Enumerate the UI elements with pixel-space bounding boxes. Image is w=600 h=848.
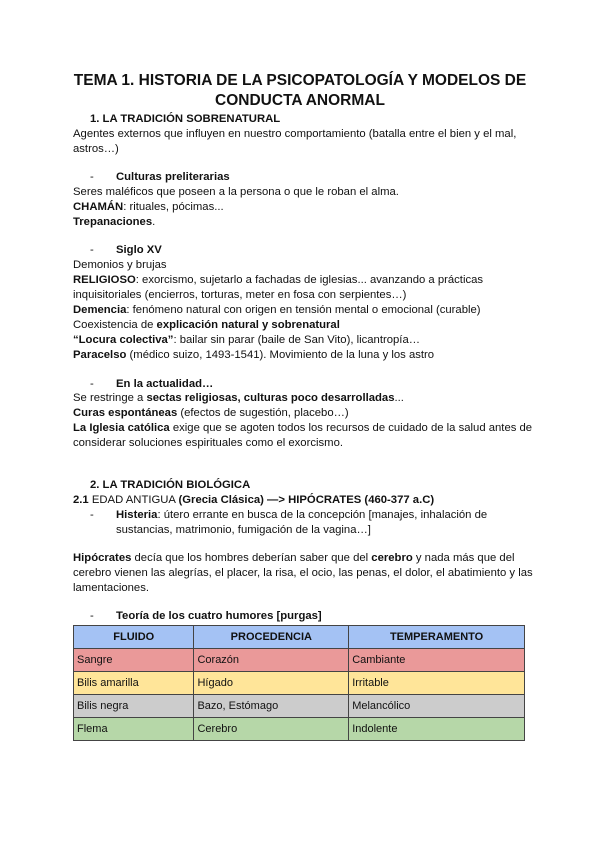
page-title: TEMA 1. HISTORIA DE LA PSICOPATOLOGÍA Y MODELOS DE CONDUCTA ANORMAL (73, 72, 527, 109)
bullet-dash: - (90, 378, 94, 390)
iglesia-text: exige que se agoten todos los recursos de cuidado de la salud antes de (169, 422, 533, 434)
table-cell: Indolente (349, 718, 525, 741)
trepanaciones-line (73, 215, 155, 230)
subsection-era: EDAD ANTIGUA (88, 494, 179, 506)
histeria-line-2: sustancias, matrimonio, fumigación de la vagina…] (116, 524, 371, 536)
hipocrates-line-3: lamentaciones. (73, 582, 149, 594)
column-header-fluido: FLUIDO (74, 626, 194, 649)
column-header-procedencia: PROCEDENCIA (194, 626, 349, 649)
section-2-heading: 2. LA TRADICIÓN BIOLÓGICA (90, 479, 251, 491)
table-row (74, 672, 525, 695)
subsection-number: 2.1 (73, 494, 89, 506)
table-cell: Flema (74, 718, 194, 741)
table-row (74, 649, 525, 672)
religioso-text: : exorcismo, sujetarlo a fachadas de iglesias... avanzando a prácticas (135, 274, 484, 286)
histeria-text: : útero errante en busca de la concepción [manajes, inhalación de (157, 509, 488, 521)
religioso-line (73, 273, 483, 288)
curas-text: (efectos de sugestión, placebo…) (177, 407, 349, 419)
siglo-heading: Siglo XV (116, 244, 162, 256)
locura-label: “Locura colectiva” (73, 334, 174, 346)
curas-label: Curas espontáneas (73, 407, 178, 419)
curas-line (73, 406, 349, 421)
teoria-heading: Teoría de los cuatro humores [purgas] (116, 610, 322, 622)
hipocrates-cerebro: cerebro (371, 552, 413, 564)
trepanaciones-dot: . (152, 216, 156, 228)
culturas-heading-row (90, 170, 230, 185)
table-cell: Bilis amarilla (74, 672, 194, 695)
hipocrates-text-b: y nada más que del (412, 552, 515, 564)
actualidad-text-a: Se restringe a (73, 392, 147, 404)
coexistencia-line (73, 318, 340, 333)
hipocrates-line-1 (73, 551, 515, 566)
histeria-label: Histeria (116, 509, 158, 521)
table-row (74, 718, 525, 741)
table-cell: Hígado (194, 672, 349, 695)
chaman-label: CHAMÁN (73, 201, 124, 213)
table-cell: Corazón (194, 649, 349, 672)
actualidad-bold: sectas religiosas, culturas poco desarrolladas (146, 392, 395, 404)
subsection-2-1 (73, 493, 434, 508)
siglo-heading-row (90, 243, 162, 258)
histeria-line (90, 508, 487, 523)
hipocrates-text-a: decía que los hombres deberían saber que del (131, 552, 372, 564)
bullet-dash: - (90, 610, 94, 622)
religioso-label: RELIGIOSO (73, 274, 136, 286)
section-1-intro: Agentes externos que influyen en nuestro comportamiento (batalla entre el bien y el mal, astros…) (73, 128, 517, 155)
bullet-dash: - (90, 244, 94, 256)
hipocrates-line-2: cerebro vienen las alegrías, el placer, la risa, el ocio, las penas, el dolor, el abatimiento y las (73, 567, 533, 579)
table-cell: Cambiante (349, 649, 525, 672)
actualidad-heading: En la actualidad… (116, 378, 214, 390)
demencia-line (73, 303, 481, 318)
hipocrates-label: Hipócrates (73, 552, 132, 564)
trepanaciones-label: Trepanaciones (73, 216, 153, 228)
table-row (74, 695, 525, 718)
locura-line (73, 333, 420, 348)
paracelso-label: Paracelso (73, 349, 127, 361)
iglesia-label: La Iglesia católica (73, 422, 170, 434)
paracelso-line (73, 348, 434, 363)
table-cell: Melancólico (349, 695, 525, 718)
table-cell: Bazo, Estómago (194, 695, 349, 718)
paracelso-text: (médico suizo, 1493-1541). Movimiento de la luna y los astro (126, 349, 435, 361)
chaman-text: : rituales, pócimas... (123, 201, 224, 213)
religioso-line-2: inquisitoriales (encierros, torturas, meter en fosa con serpientes…) (73, 289, 407, 301)
locura-text: : bailar sin parar (baile de San Vito), licantropía… (173, 334, 421, 346)
chaman-line (73, 200, 224, 215)
culturas-heading: Culturas preliterarias (116, 171, 230, 183)
demencia-label: Demencia (73, 304, 127, 316)
iglesia-line-2: considerar soluciones espirituales como el exorcismo. (73, 437, 343, 449)
culturas-line-1: Seres maléficos que poseen a la persona o que le roban el alma. (73, 186, 399, 198)
coexistencia-text: Coexistencia de (73, 319, 157, 331)
table-cell: Cerebro (194, 718, 349, 741)
humores-table (73, 625, 525, 741)
bullet-dash: - (90, 509, 94, 521)
table-cell: Irritable (349, 672, 525, 695)
subsection-hipocrates: (Grecia Clásica) —> HIPÓCRATES (460-377 a.C) (178, 494, 435, 506)
section-1-heading: 1. LA TRADICIÓN SOBRENATURAL (90, 113, 281, 125)
actualidad-heading-row (90, 377, 213, 392)
actualidad-line-1 (73, 391, 404, 406)
siglo-line-1: Demonios y brujas (73, 259, 167, 271)
demencia-text: : fenómeno natural con origen en tensión mental o emocional (curable) (126, 304, 481, 316)
table-header-row (74, 626, 525, 649)
teoria-heading-row (90, 609, 322, 624)
iglesia-line (73, 421, 532, 436)
coexistencia-bold: explicación natural y sobrenatural (156, 319, 340, 331)
actualidad-ellipsis: ... (394, 392, 404, 404)
table-cell: Bilis negra (74, 695, 194, 718)
column-header-temperamento: TEMPERAMENTO (349, 626, 525, 649)
table-cell: Sangre (74, 649, 194, 672)
bullet-dash: - (90, 171, 94, 183)
